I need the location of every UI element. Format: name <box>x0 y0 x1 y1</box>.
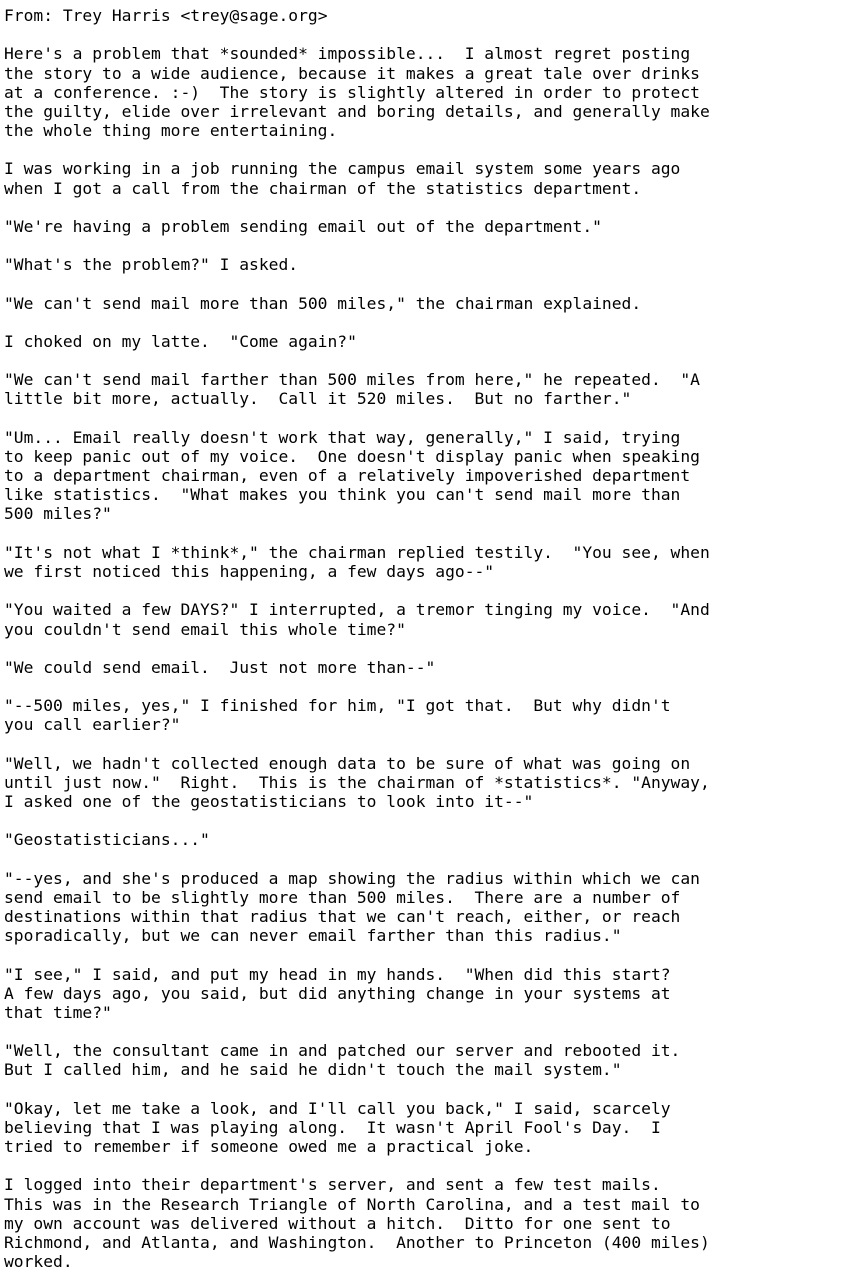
text-line: tried to remember if someone owed me a practical joke. <box>4 1137 534 1157</box>
text-line: "Okay, let me take a look, and I'll call you back," I said, scarcely <box>4 1098 671 1118</box>
paragraph <box>4 965 861 1023</box>
text-line: send email to be slightly more than 500 miles. There are a number of <box>4 887 681 907</box>
text-line: when I got a call from the chairman of the statistics department. <box>4 178 642 198</box>
text-line: This was in the Research Triangle of North Carolina, and a test mail to <box>4 1194 700 1214</box>
text-line: "We can't send mail more than 500 miles," the chairman explained. <box>4 293 642 313</box>
text-line: you couldn't send email this whole time?" <box>4 619 406 639</box>
text-line: "I see," I said, and put my head in my hands. "When did this start? <box>4 964 671 984</box>
text-line: "Well, the consultant came in and patched our server and rebooted it. <box>4 1041 681 1061</box>
paragraph <box>4 255 861 274</box>
text-line: to a department chairman, even of a relatively impoverished department <box>4 466 691 486</box>
blank-line <box>4 236 861 255</box>
paragraph <box>4 754 861 812</box>
from-address: <trey@sage.org> <box>180 6 328 25</box>
blank-line <box>4 735 861 754</box>
text-line: my own account was delivered without a hitch. Ditto for one sent to <box>4 1213 671 1233</box>
paragraph <box>4 294 861 313</box>
text-line: "Well, we hadn't collected enough data to be sure of what was going on <box>4 753 691 773</box>
text-line: "You waited a few DAYS?" I interrupted, a tremor tinging my voice. "And <box>4 600 710 620</box>
paragraph <box>4 428 861 524</box>
paragraph <box>4 332 861 351</box>
blank-line <box>4 639 861 658</box>
paragraph <box>4 600 861 638</box>
text-line: I logged into their department's server, and sent a few test mails. <box>4 1175 661 1195</box>
text-line: I choked on my latte. "Come again?" <box>4 331 357 351</box>
text-line: we first noticed this happening, a few days ago--" <box>4 561 495 581</box>
text-line: sporadically, but we can never email farther than this radius." <box>4 926 622 946</box>
text-line: the story to a wide audience, because it makes a great tale over drinks <box>4 63 700 83</box>
blank-line <box>4 351 861 370</box>
text-line: Richmond, and Atlanta, and Washington. Another to Princeton (400 miles) <box>4 1233 710 1252</box>
text-line: that time?" <box>4 1002 112 1022</box>
text-line: "We could send email. Just not more than--" <box>4 657 436 677</box>
text-line: "It's not what I *think*," the chairman replied testily. "You see, when <box>4 542 710 562</box>
email-document <box>4 6 861 1280</box>
blank-line <box>4 313 861 332</box>
text-line: "We're having a problem sending email out of the department." <box>4 216 602 236</box>
blank-line <box>4 1080 861 1099</box>
text-line: "We can't send mail farther than 500 miles from here," he repeated. "A <box>4 370 700 390</box>
blank-line <box>4 140 861 159</box>
text-line: worked. <box>4 1252 73 1272</box>
blank-line <box>4 581 861 600</box>
text-line: I was working in a job running the campus email system some years ago <box>4 159 681 179</box>
blank-line <box>4 409 861 428</box>
paragraph <box>4 370 861 408</box>
blank-line <box>4 198 861 217</box>
blank-line <box>4 850 861 869</box>
text-line: at a conference. :-) The story is slightly altered in order to protect <box>4 82 700 102</box>
paragraph <box>4 869 861 946</box>
text-line: the guilty, elide over irrelevant and boring details, and generally make <box>4 101 710 121</box>
text-line: little bit more, actually. Call it 520 miles. But no farther." <box>4 389 632 409</box>
paragraph <box>4 1099 861 1157</box>
blank-line <box>4 811 861 830</box>
blank-line <box>4 945 861 964</box>
text-line: believing that I was playing along. It wasn't April Fool's Day. I <box>4 1117 661 1137</box>
text-line: 500 miles?" <box>4 504 112 524</box>
paragraph <box>4 658 861 677</box>
paragraph <box>4 1175 861 1271</box>
blank-line <box>4 274 861 293</box>
text-line: like statistics. "What makes you think you can't send mail more than <box>4 485 681 505</box>
paragraph <box>4 543 861 581</box>
text-line: But I called him, and he said he didn't touch the mail system." <box>4 1060 622 1080</box>
paragraph <box>4 1041 861 1079</box>
blank-line <box>4 25 861 44</box>
from-label: From: <box>4 6 54 25</box>
text-line: the whole thing more entertaining. <box>4 121 338 141</box>
text-line: destinations within that radius that we can't reach, either, or reach <box>4 907 681 927</box>
text-line: Here's a problem that *sounded* impossible... I almost regret posting <box>4 44 691 64</box>
paragraph <box>4 44 861 140</box>
text-line: "--yes, and she's produced a map showing the radius within which we can <box>4 868 700 888</box>
blank-line <box>4 1156 861 1175</box>
blank-line <box>4 524 861 543</box>
email-body <box>4 44 861 1271</box>
text-line: "Um... Email really doesn't work that way, generally," I said, trying <box>4 427 681 447</box>
text-line: "--500 miles, yes," I finished for him, "I got that. But why didn't <box>4 696 671 716</box>
text-line: you call earlier?" <box>4 715 181 735</box>
paragraph <box>4 159 861 197</box>
text-line: I asked one of the geostatisticians to look into it--" <box>4 792 534 812</box>
text-line: A few days ago, you said, but did anything change in your systems at <box>4 983 671 1003</box>
paragraph <box>4 830 861 849</box>
blank-line <box>4 1022 861 1041</box>
text-line: "What's the problem?" I asked. <box>4 255 299 275</box>
text-line: "Geostatisticians..." <box>4 830 210 850</box>
blank-line <box>4 677 861 696</box>
paragraph <box>4 696 861 734</box>
text-line: to keep panic out of my voice. One doesn't display panic when speaking <box>4 446 700 466</box>
text-line: until just now." Right. This is the chairman of *statistics*. "Anyway, <box>4 772 710 792</box>
from-header <box>4 6 861 25</box>
from-name: Trey Harris <box>62 6 171 25</box>
paragraph <box>4 217 861 236</box>
